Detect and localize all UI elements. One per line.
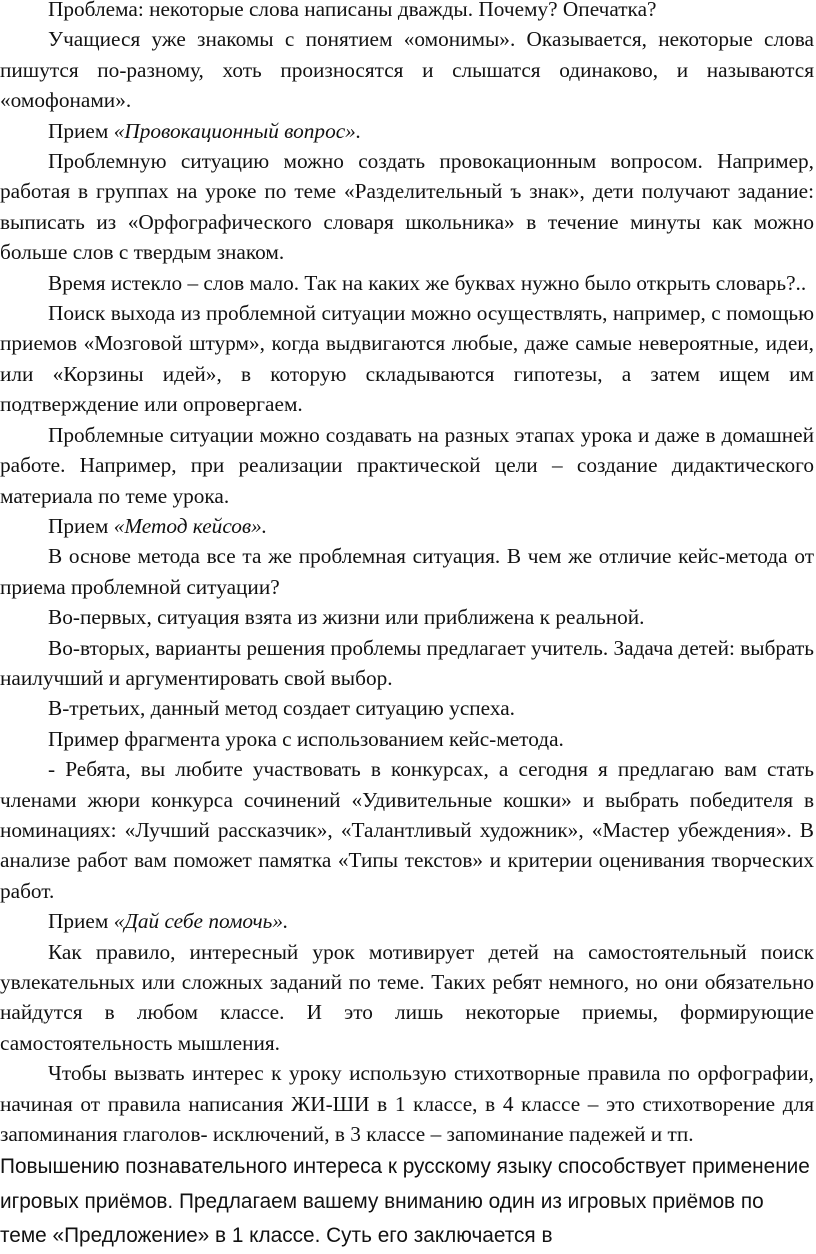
technique-name: «Провокационный вопрос».	[113, 118, 362, 143]
technique-name: «Дай себе помочь».	[113, 909, 289, 934]
paragraph-text: В-третьих, данный метод создает ситуацию успеха.	[48, 696, 515, 721]
heading-case-method	[0, 511, 816, 541]
paragraph-text: Проблемную ситуацию можно создать провокационным вопросом. Например, работая в группах на уроке по теме «Разделительный ъ знак», дети получают задание: выписать из «Орфографического словаря школьника» в течение минуты как можно больше слов с твердым знаком.	[0, 149, 814, 265]
heading-help-yourself	[0, 906, 816, 936]
paragraph-text: Как правило, интересный урок мотивирует детей на самостоятельный поиск увлекательных или сложных заданий по теме. Таких ребят немного, но они обязательно найдутся в любом классе. И это лишь некоторые приемы, формирующие самостоятельность мышления.	[0, 939, 814, 1055]
paragraph-text: - Ребята, вы любите участвовать в конкурсах, а сегодня я предлагаю вам стать членами жюри конкурса сочинений «Удивительные кошки» и выбрать победителя в номинациях: «Лучший рассказчик», «Талантливый художник», «Мастер убеждения». В анализе работ вам поможет памятка «Типы текстов» и критерии оценивания творческих работ.	[0, 757, 814, 903]
paragraph-homonyms	[0, 24, 816, 115]
paragraph-contest	[0, 754, 816, 906]
paragraph-problem-situations	[0, 420, 816, 511]
paragraph-firstly	[0, 602, 816, 632]
paragraph-text: Поиск выхода из проблемной ситуации можно осуществлять, например, с помощью приемов «Мозговой штурм», когда выдвигаются любые, даже самые невероятные, идеи, или «Корзины идей», в которую складываются гипотезы, а затем ищем им подтверждение или опровергаем.	[0, 301, 814, 417]
paragraph-case-basis	[0, 541, 816, 602]
paragraph-text: Во-вторых, варианты решения проблемы предлагает учитель. Задача детей: выбрать наилучший и аргументировать свой выбор.	[0, 635, 814, 690]
paragraph-text: Время истекло – слов мало. Так на каких же буквах нужно было открыть словарь?..	[48, 270, 807, 295]
paragraph-time-up	[0, 268, 816, 298]
paragraph-text: Чтобы вызвать интерес к уроку использую стихотворные правила по орфографии, начиная от правила написания ЖИ-ШИ в 1 классе, в 4 классе – это стихотворение для запоминания глаголов- исключений, в 3 классе – запоминание падежей и тп.	[0, 1061, 814, 1147]
paragraph-text: Проблема: некоторые слова написаны дважды. Почему? Опечатка?	[48, 0, 657, 21]
paragraph-game-techniques	[0, 1150, 816, 1254]
paragraph-brainstorm	[0, 298, 816, 420]
paragraph-interesting-lesson	[0, 937, 816, 1059]
paragraph-text: Учащиеся уже знакомы с понятием «омонимы». Оказывается, некоторые слова пишутся по-разному, хоть произносятся и слышатся одинаково, и называются «омофонами».	[0, 27, 814, 113]
heading-provocative-question	[0, 116, 816, 146]
paragraph-text: В основе метода все та же проблемная ситуация. В чем же отличие кейс-метода от приема проблемной ситуации?	[0, 544, 814, 599]
paragraph-text: Повышению познавательного интереса к русскому языку способствует применение игровых приёмов. Предлагаем вашему вниманию один из игровых приёмов по теме «Предложение» в 1 классе. Суть его заключается в	[0, 1155, 810, 1248]
technique-name: «Метод кейсов».	[113, 513, 268, 538]
paragraph-text: Во-первых, ситуация взята из жизни или приближена к реальной.	[48, 605, 645, 630]
paragraph-text: Проблемные ситуации можно создавать на разных этапах урока и даже в домашней работе. Например, при реализации практической цели – создание дидактического материала по теме урока.	[0, 422, 814, 508]
technique-label: Прием	[48, 118, 114, 143]
paragraph-poetic-rules	[0, 1058, 816, 1149]
paragraph-text: Пример фрагмента урока с использованием кейс-метода.	[48, 726, 564, 751]
paragraph-secondly	[0, 633, 816, 694]
technique-label: Прием	[48, 513, 114, 538]
paragraph-thirdly	[0, 693, 816, 723]
technique-label: Прием	[48, 909, 114, 934]
paragraph-example-fragment	[0, 724, 816, 754]
paragraph-provocative-example	[0, 146, 816, 268]
paragraph-problem	[0, 0, 816, 24]
